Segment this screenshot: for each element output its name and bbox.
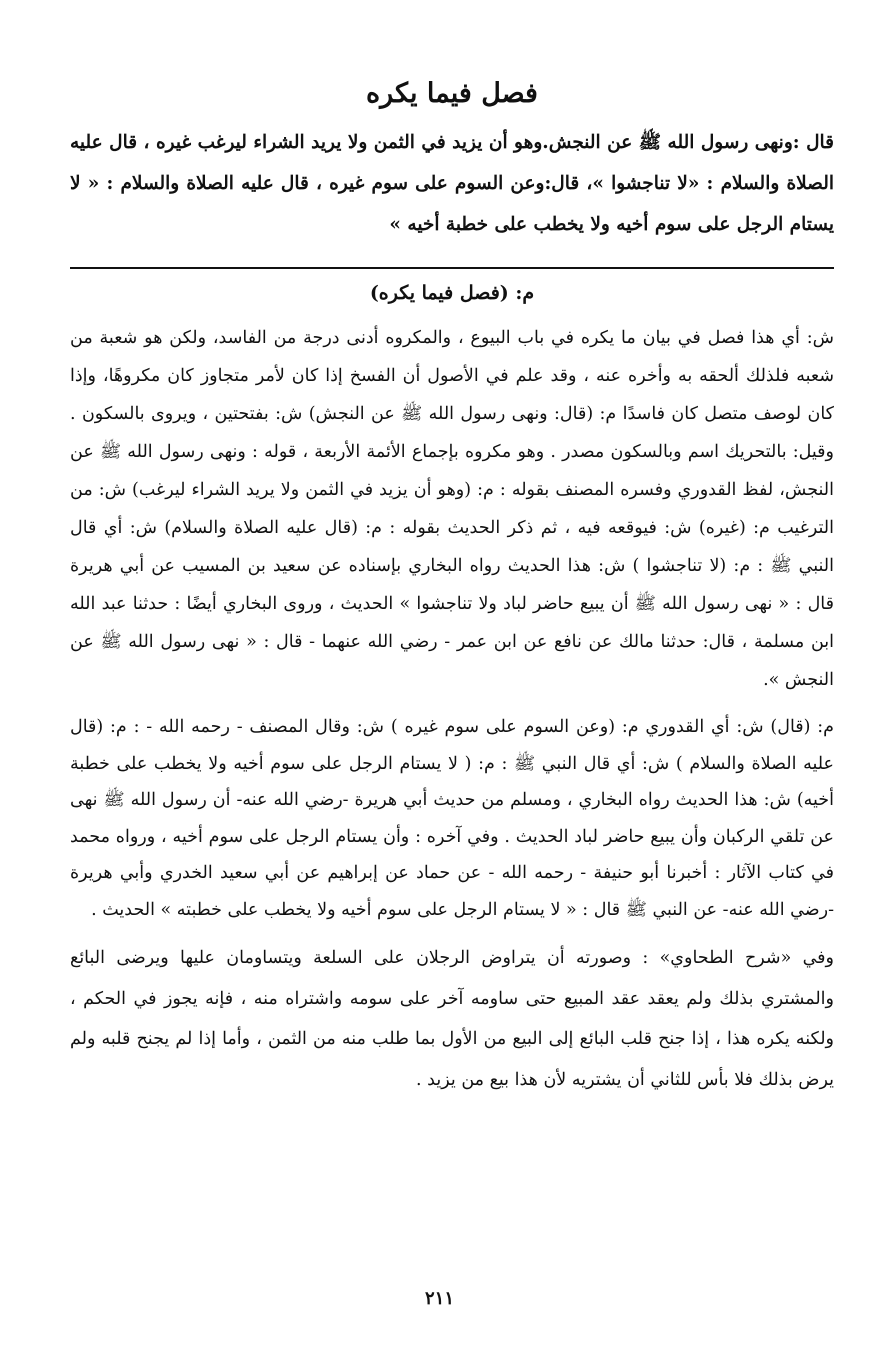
- matn-text: قال :ونهى رسول الله ﷺ عن النجش.وهو أن يزيد في الثمن ولا يريد الشراء ليرغب غيره ، قال عليه الصلاة والسلام : «لا تناجشوا »، قال:وعن السوم على سوم غيره ، قال عليه الصلاة والسلام : « لا يستام الرجل على سوم أخيه ولا يخطب على خطبة أخيه »: [70, 132, 834, 235]
- section-title: فصل فيما يكره: [366, 78, 538, 109]
- commentary-paragraph-2: م: (قال) ش: أي القدوري م: (وعن السوم على سوم غيره ) ش: وقال المصنف - رحمه الله - : م: (قال عليه الصلاة والسلام ) ش: أي قال النبي ﷺ : م: ( لا يستام الرجل على سوم أخيه ولا يخطب على خطبة أخيه) ش: هذا الحديث رواه البخاري ، ومسلم من حديث أبي هريرة -رضي الله عنه- أن رسول الله ﷺ نهى عن تلقي الركبان وأن يبيع حاضر لباد الحديث . وفي آخره : وأن يستام الرجل على سوم أخيه ، ورواه محمد في كتاب الآثار : أخبرنا أبو حنيفة - رحمه الله - عن حماد عن إبراهيم عن أبي سعيد الخدري وأبي هريرة -رضي الله عنه- عن النبي ﷺ قال : « لا يستام الرجل على سوم أخيه ولا يخطب على خطبته » الحديث .: [70, 717, 834, 920]
- page-body: [70, 72, 834, 1110]
- commentary-heading: م: (فصل فيما يكره): [369, 282, 535, 304]
- page-number: ٢١١: [424, 1288, 454, 1309]
- commentary-paragraph-1: ش: أي هذا فصل في بيان ما يكره في باب البيوع ، والمكروه أدنى درجة من الفاسد، ولكن هو شعبة من شعبه فلذلك ألحقه به وأخره عنه ، وقد علم في الأصول أن الفسخ إذا كان لأمر متجاوز كان مكروهًا، وإذا كان لوصف متصل كان فاسدًا م: (قال: ونهى رسول الله ﷺ عن النجش) ش: بفتحتين ، ويروى بالسكون . وقيل: بالتحريك اسم وبالسكون مصدر . وهو مكروه بإجماع الأئمة الأربعة ، قوله : ونهى رسول الله ﷺ عن النجش، لفظ القدوري وفسره المصنف بقوله : م: (وهو أن يزيد في الثمن ولا يريد الشراء ليرغب) ش: من الترغيب م: (غيره) ش: فيوقعه فيه ، ثم ذكر الحديث بقوله : م: (قال عليه الصلاة والسلام) ش: أي قال النبي ﷺ : م: (لا تناجشوا ) ش: هذا الحديث رواه البخاري بإسناده عن سعيد بن المسيب عن أبي هريرة قال : « نهى رسول الله ﷺ أن يبيع حاضر لباد ولا تناجشوا » الحديث ، وروى البخاري أيضًا : حدثنا عبد الله ابن مسلمة ، قال: حدثنا مالك عن نافع عن ابن عمر - رضي الله عنهما - قال : « نهى رسول الله ﷺ عن النجش ».: [70, 328, 834, 690]
- commentary-paragraph-3: وفي «شرح الطحاوي» : وصورته أن يتراوض الرجلان على السلعة ويتساومان عليها ويرضى البائع والمشتري بذلك ولم يعقد عقد المبيع حتى ساومه آخر على سومه واشتراه منه ، فإنه يجوز في الحكم ، ولكنه يكره هذا ، إذا جنح قلب البائع إلى البيع من الأول بما طلب منه من الثمن ، وأما إذا لم يجنح قلبه ولم يرض بذلك فلا بأس للثاني أن يشتريه لأن هذا بيع من يزيد .: [70, 948, 834, 1090]
- divider-rule: [70, 267, 834, 269]
